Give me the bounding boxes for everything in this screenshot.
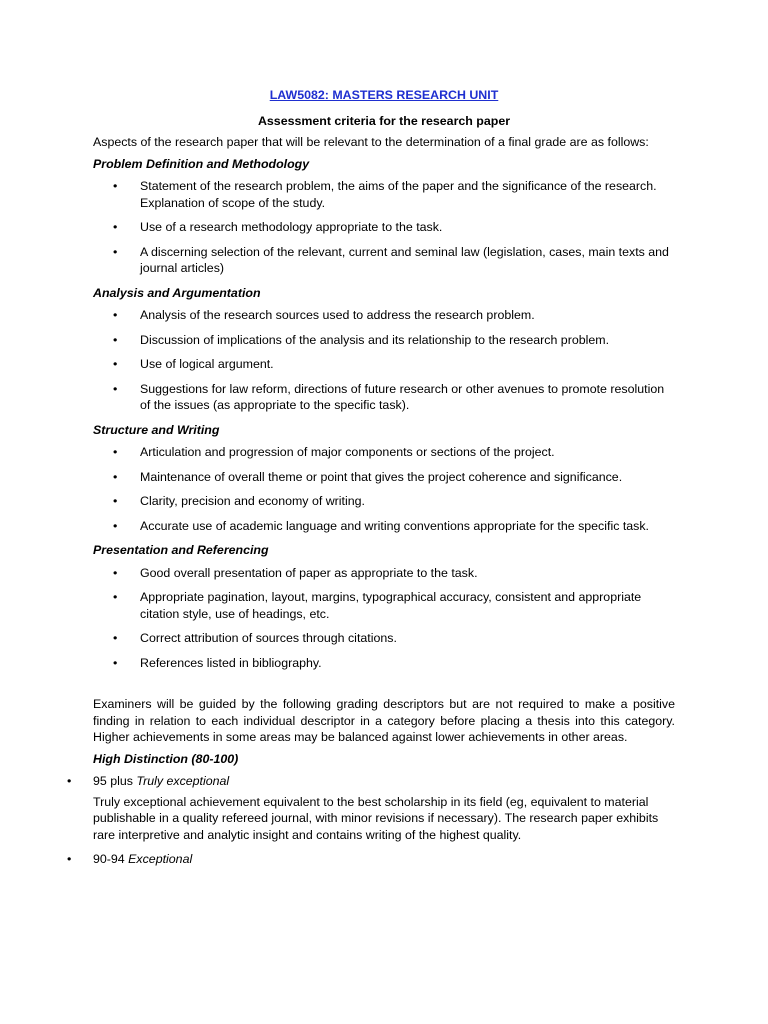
grade-item xyxy=(67,773,675,843)
criteria-text: Suggestions for law reform, directions of future research or other avenues to promote resolution of the issues (as appropriate to the specific task). xyxy=(140,381,665,412)
criteria-item xyxy=(93,565,675,582)
bullet-icon: • xyxy=(113,494,118,508)
criteria-text: Accurate use of academic language and writing conventions appropriate for the specific task. xyxy=(140,518,649,533)
criteria-item xyxy=(93,493,675,510)
criteria-list xyxy=(93,565,675,672)
section-heading: Problem Definition and Methodology xyxy=(93,156,310,171)
criteria-sections xyxy=(93,156,675,672)
bullet-icon: • xyxy=(113,565,118,580)
spacer xyxy=(93,679,675,696)
criteria-text: Good overall presentation of paper as appropriate to the task. xyxy=(140,565,478,580)
section-heading: Analysis and Argumentation xyxy=(93,285,261,300)
criteria-item xyxy=(93,469,675,486)
criteria-list xyxy=(93,444,675,534)
criteria-item xyxy=(93,655,675,672)
bullet-icon: • xyxy=(113,631,118,645)
intro-paragraph: Aspects of the research paper that will be relevant to the determination of a final grade are as follows: xyxy=(93,135,649,149)
grade-range: 95 plus xyxy=(93,774,133,788)
criteria-text: A discerning selection of the relevant, current and seminal law (legislation, cases, main texts and journal articles) xyxy=(140,244,669,275)
criteria-item xyxy=(93,444,675,461)
grade-label: Exceptional xyxy=(128,852,193,866)
criteria-text: Clarity, precision and economy of writing. xyxy=(140,494,365,508)
bullet-icon: • xyxy=(113,590,118,604)
criteria-item xyxy=(93,356,675,373)
criteria-text: Articulation and progression of major components or sections of the project. xyxy=(140,445,555,459)
bullet-icon: • xyxy=(67,774,72,788)
criteria-text: Statement of the research problem, the aims of the paper and the significance of the research. Explanation of scope of the study. xyxy=(140,179,657,210)
bullet-icon: • xyxy=(113,518,118,533)
grade-item xyxy=(67,851,675,868)
bullet-icon: • xyxy=(113,357,118,371)
bullet-icon: • xyxy=(113,332,118,347)
criteria-text: References listed in bibliography. xyxy=(140,655,322,670)
criteria-list xyxy=(93,178,675,277)
unit-title-link[interactable]: LAW5082: MASTERS RESEARCH UNIT xyxy=(269,88,499,102)
criteria-text: Discussion of implications of the analysis and its relationship to the research problem. xyxy=(140,332,610,347)
bullet-icon: • xyxy=(113,469,118,484)
criteria-text: Use of a research methodology appropriate to the task. xyxy=(140,220,443,234)
bullet-icon: • xyxy=(113,179,118,193)
criteria-item xyxy=(93,518,675,535)
grade-label: Truly exceptional xyxy=(136,774,230,788)
section-heading: Structure and Writing xyxy=(93,422,220,437)
document-subtitle: Assessment criteria for the research paper xyxy=(257,113,511,128)
criteria-item xyxy=(93,244,675,277)
section-heading: Presentation and Referencing xyxy=(93,543,269,557)
criteria-text: Use of logical argument. xyxy=(140,357,274,371)
criteria-text: Appropriate pagination, layout, margins, typographical accuracy, consistent and appropriate citation style, use of headings, etc. xyxy=(140,590,642,621)
bullet-icon: • xyxy=(113,445,118,459)
criteria-item xyxy=(93,307,675,324)
criteria-item xyxy=(93,332,675,349)
criteria-item xyxy=(93,381,675,414)
criteria-item xyxy=(93,630,675,647)
examiners-note: Examiners will be guided by the following grading descriptors but are not required to make a positive finding in relation to each individual descriptor in a category before placing a thesis into this category. Higher achievements in some areas may be balanced against lower achievements in other areas. xyxy=(93,697,675,744)
bullet-icon: • xyxy=(113,308,118,322)
criteria-item xyxy=(93,178,675,211)
bullet-icon: • xyxy=(67,852,72,866)
criteria-list xyxy=(93,307,675,414)
grade-description: Truly exceptional achievement equivalent to the best scholarship in its field (eg, equivalent to material publishable in a quality refereed journal, with minor revisions if necessary). The research paper exhibits rare interpretive and analytic insight and contains writing of the highest quality. xyxy=(93,794,659,842)
criteria-item xyxy=(93,589,675,622)
criteria-text: Maintenance of overall theme or point that gives the project coherence and significance. xyxy=(140,469,623,484)
bullet-icon: • xyxy=(113,381,118,396)
criteria-text: Analysis of the research sources used to address the research problem. xyxy=(140,308,535,322)
bullet-icon: • xyxy=(113,244,118,259)
bullet-icon: • xyxy=(113,220,118,234)
criteria-item xyxy=(93,219,675,236)
criteria-text: Correct attribution of sources through citations. xyxy=(140,631,397,645)
grade-range: 90-94 xyxy=(93,852,125,866)
grade-list xyxy=(67,773,675,868)
grade-heading: High Distinction (80-100) xyxy=(93,751,239,766)
bullet-icon: • xyxy=(113,655,118,670)
